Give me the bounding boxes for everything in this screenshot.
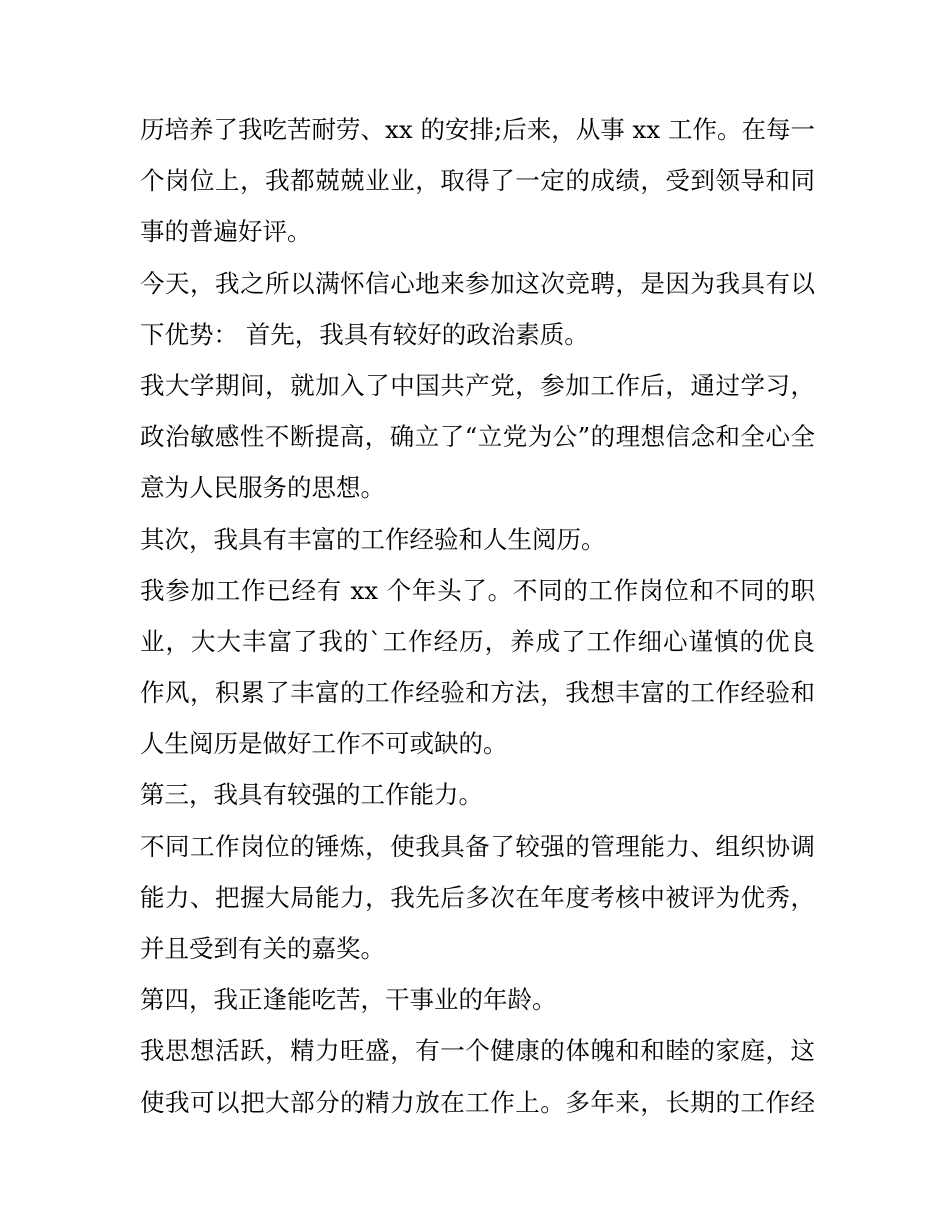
text-line: 我参加工作已经有 xx 个年头了。不同的工作岗位和不同的职: [140, 575, 815, 605]
document-body: [140, 104, 815, 1128]
text-line: 下优势： 首先，我具有较好的政治素质。: [140, 319, 589, 349]
text-line: 作风，积累了丰富的工作经验和方法，我想丰富的工作经验和: [140, 678, 815, 708]
text-line: 今天，我之所以满怀信心地来参加这次竞聘，是因为我具有以: [140, 268, 815, 298]
text-line: 人生阅历是做好工作不可或缺的。: [140, 729, 508, 759]
text-line: 使我可以把大部分的精力放在工作上。多年来，长期的工作经: [140, 1087, 815, 1117]
text-line: 第四，我正逢能吃苦，干事业的年龄。: [140, 985, 557, 1015]
text-line: 事的普遍好评。: [140, 217, 312, 247]
text-line: 并且受到有关的嘉奖。: [140, 934, 385, 963]
text-line: 业，大大丰富了我的`工作经历，养成了工作细心谨慎的优良: [140, 626, 815, 656]
text-line: 个岗位上，我都兢兢业业，取得了一定的成绩，受到领导和同: [140, 166, 815, 196]
text-line: 我思想活跃，精力旺盛，有一个健康的体魄和和睦的家庭，这: [140, 1036, 815, 1066]
text-line: 第三，我具有较强的工作能力。: [140, 780, 483, 810]
text-line: 不同工作岗位的锤炼，使我具备了较强的管理能力、组织协调: [140, 831, 815, 861]
text-line: 政治敏感性不断提高，确立了“立党为公”的理想信念和全心全: [140, 422, 815, 452]
text-line: 能力、把握大局能力，我先后多次在年度考核中被评为优秀，: [140, 882, 815, 912]
text-line: 意为人民服务的思想。: [140, 473, 385, 503]
text-line: 历培养了我吃苦耐劳、xx 的安排;后来，从事 xx 工作。在每一: [140, 115, 815, 144]
text-line: 其次，我具有丰富的工作经验和人生阅历。: [140, 524, 606, 554]
text-line: 我大学期间，就加入了中国共产党，参加工作后，通过学习，: [140, 370, 815, 400]
